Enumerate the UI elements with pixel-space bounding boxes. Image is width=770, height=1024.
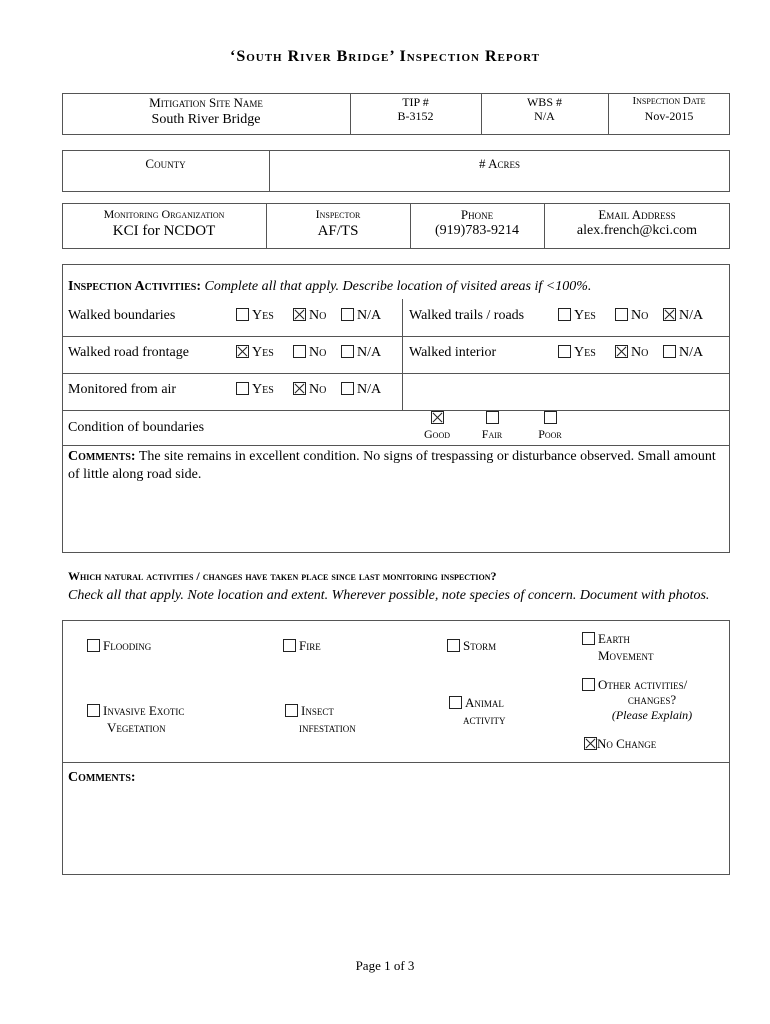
storm-option[interactable]: Storm <box>447 638 496 654</box>
walked-trails-na[interactable]: N/A <box>663 308 703 324</box>
acres-label: # Acres <box>479 156 520 171</box>
comments-text: The site remains in excellent condition. No signs of trespassing or disturbance observed. Small amount of little along road side. <box>68 449 716 482</box>
page-title: ‘South River Bridge’ Inspection Report <box>229 48 541 65</box>
checkbox-icon[interactable] <box>663 345 676 358</box>
natural-comments-label: Comments: <box>68 770 136 785</box>
phone-label: Phone <box>460 207 494 222</box>
tip-value: B-3152 <box>397 109 434 123</box>
condition-good[interactable]: Good <box>417 411 457 442</box>
earth-movement-option[interactable]: Earth Movement <box>582 630 654 664</box>
checkbox-icon[interactable] <box>447 639 460 652</box>
walked-road-frontage-yes[interactable]: Yes <box>236 345 274 361</box>
flooding-option[interactable]: Flooding <box>87 638 151 654</box>
checkbox-icon[interactable] <box>87 639 100 652</box>
walked-interior-no[interactable]: No <box>615 345 648 361</box>
walked-boundaries-label: Walked boundaries <box>68 308 176 323</box>
checkbox-icon[interactable] <box>582 678 595 691</box>
email-label: Email Address <box>598 207 676 222</box>
insect-infestation-option[interactable]: Insect infestation <box>285 702 356 736</box>
checkbox-icon[interactable] <box>449 696 462 709</box>
condition-poor[interactable]: Poor <box>530 411 570 442</box>
checkbox-icon[interactable] <box>431 411 444 424</box>
checkbox-icon[interactable] <box>341 308 354 321</box>
condition-fair[interactable]: Fair <box>472 411 512 442</box>
wbs-label: WBS # <box>526 95 562 109</box>
phone-value: (919)783-9214 <box>435 223 519 238</box>
walked-trails-label: Walked trails / roads <box>409 308 525 323</box>
walked-trails-no[interactable]: No <box>615 308 648 324</box>
checkbox-icon[interactable] <box>283 639 296 652</box>
monitored-from-air-yes[interactable]: Yes <box>236 382 274 398</box>
no-change-option[interactable]: No Change <box>584 736 656 752</box>
checkbox-icon[interactable] <box>293 345 306 358</box>
checkbox-icon[interactable] <box>341 345 354 358</box>
tip-label: TIP # <box>402 95 429 109</box>
checkbox-icon[interactable] <box>293 308 306 321</box>
site-name-value: South River Bridge <box>151 112 261 127</box>
natural-activities-heading: Which natural activities / changes have taken place since last monitoring inspection? <box>68 569 497 583</box>
monitored-from-air-na[interactable]: N/A <box>341 382 381 398</box>
site-name-label: Mitigation Site Name <box>149 95 263 110</box>
checkbox-icon[interactable] <box>584 737 597 750</box>
walked-boundaries-no[interactable]: No <box>293 308 326 324</box>
condition-of-boundaries-label: Condition of boundaries <box>68 420 205 435</box>
email-value: alex.french@kci.com <box>576 223 698 238</box>
natural-activities-instruction: Check all that apply. Note location and extent. Wherever possible, note species of concern. Document with photos. <box>68 588 710 603</box>
other-explain-label: (Please Explain) <box>611 708 693 722</box>
walked-road-frontage-label: Walked road frontage <box>68 345 189 360</box>
checkbox-icon[interactable] <box>558 308 571 321</box>
checkbox-icon[interactable] <box>615 345 628 358</box>
animal-activity-option[interactable]: Animal activity <box>449 694 506 728</box>
inspection-date-value: Nov-2015 <box>644 109 694 123</box>
checkbox-icon[interactable] <box>615 308 628 321</box>
county-label: County <box>145 156 186 171</box>
monitored-from-air-no[interactable]: No <box>293 382 326 398</box>
page-number: Page 1 of 3 <box>355 958 415 973</box>
walked-boundaries-yes[interactable]: Yes <box>236 308 274 324</box>
comments-label: Comments: <box>68 449 136 464</box>
walked-trails-yes[interactable]: Yes <box>558 308 596 324</box>
walked-road-frontage-no[interactable]: No <box>293 345 326 361</box>
activities-heading-line <box>68 279 591 295</box>
checkbox-icon[interactable] <box>558 345 571 358</box>
checkbox-icon[interactable] <box>236 382 249 395</box>
monitored-from-air-label: Monitored from air <box>68 382 177 397</box>
invasive-exotic-vegetation-option[interactable]: Invasive Exotic Vegetation <box>87 702 184 736</box>
org-label: Monitoring Organization <box>103 207 225 221</box>
activities-heading: Inspection Activities: <box>68 279 201 294</box>
checkbox-icon[interactable] <box>87 704 100 717</box>
other-changes-label: changes? <box>627 692 677 707</box>
checkbox-icon[interactable] <box>341 382 354 395</box>
checkbox-icon[interactable] <box>236 345 249 358</box>
checkbox-icon[interactable] <box>285 704 298 717</box>
walked-interior-label: Walked interior <box>409 345 497 360</box>
walked-interior-na[interactable]: N/A <box>663 345 703 361</box>
checkbox-icon[interactable] <box>582 632 595 645</box>
walked-road-frontage-na[interactable]: N/A <box>341 345 381 361</box>
activities-comments <box>68 448 723 484</box>
checkbox-icon[interactable] <box>236 308 249 321</box>
checkbox-icon[interactable] <box>486 411 499 424</box>
activities-instruction: Complete all that apply. Describe location of visited areas if <100%. <box>204 279 592 294</box>
checkbox-icon[interactable] <box>544 411 557 424</box>
checkbox-icon[interactable] <box>663 308 676 321</box>
other-activities-option[interactable]: Other activities/ <box>582 676 687 693</box>
inspector-label: Inspector <box>315 207 361 221</box>
org-value: KCI for NCDOT <box>112 223 216 239</box>
inspection-date-label: Inspection Date <box>632 95 706 107</box>
inspector-value: AF/TS <box>317 223 359 239</box>
fire-option[interactable]: Fire <box>283 638 321 654</box>
wbs-value: N/A <box>534 109 555 123</box>
walked-boundaries-na[interactable]: N/A <box>341 308 381 324</box>
checkbox-icon[interactable] <box>293 382 306 395</box>
walked-interior-yes[interactable]: Yes <box>558 345 596 361</box>
